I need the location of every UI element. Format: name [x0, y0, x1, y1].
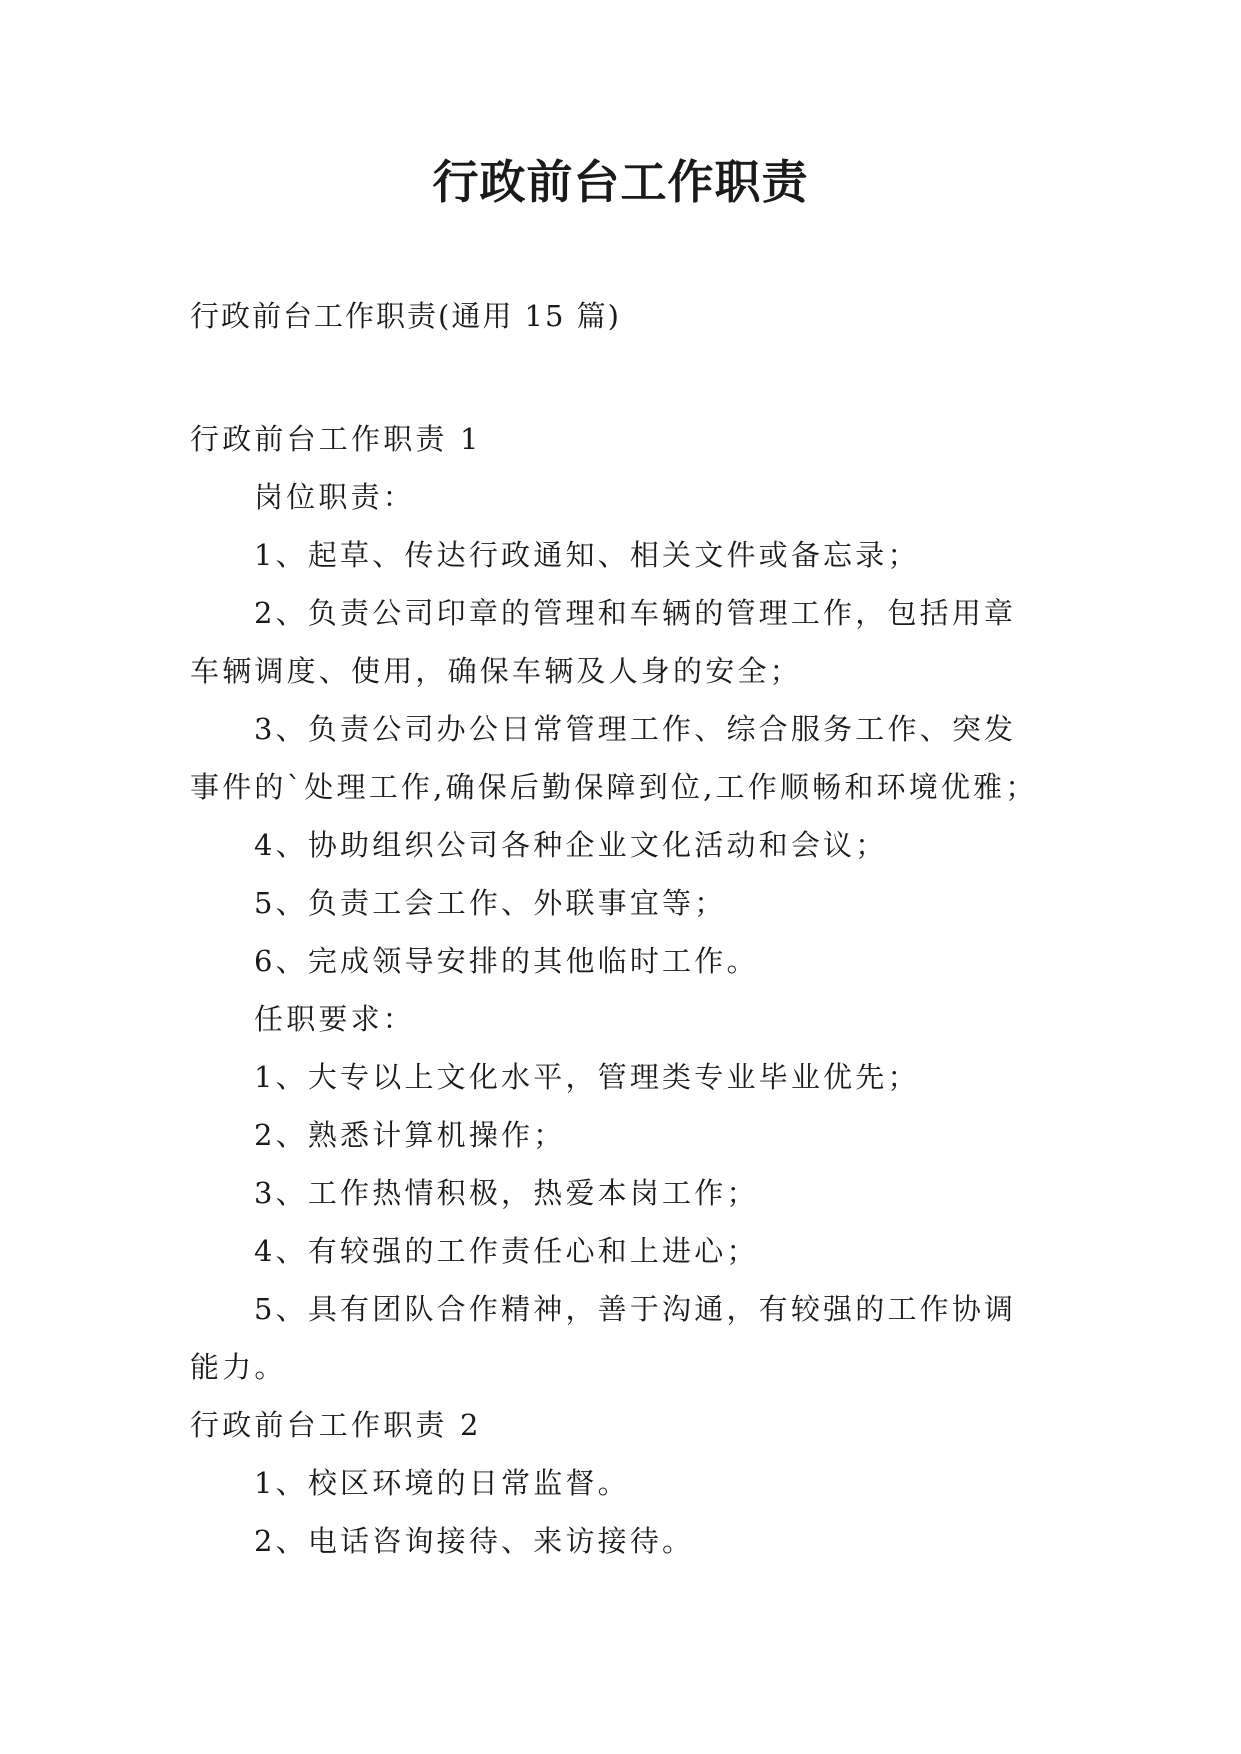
- body-line: 车辆调度、使用，确保车辆及人身的安全；: [190, 654, 802, 688]
- body-line: 1、起草、传达行政通知、相关文件或备忘录；: [254, 538, 920, 572]
- body-line: 岗位职责：: [254, 480, 416, 514]
- body-line: 1、大专以上文化水平，管理类专业毕业优先；: [254, 1060, 920, 1094]
- body-line: 任职要求：: [254, 1002, 416, 1036]
- body-line: 1、校区环境的日常监督。: [254, 1466, 630, 1500]
- document-title: 行政前台工作职责: [432, 155, 809, 209]
- body-line: 2、负责公司印章的管理和车辆的管理工作，包括用章: [254, 596, 1017, 630]
- document-body: [190, 410, 1060, 1570]
- body-line: 3、工作热情积极，热爱本岗工作；: [254, 1176, 759, 1210]
- body-line: 事件的`处理工作,确保后勤保障到位,工作顺畅和环境优雅；: [190, 770, 1038, 804]
- body-line: 2、熟悉计算机操作；: [254, 1118, 566, 1152]
- body-line: 2、电话咨询接待、来访接待。: [254, 1524, 695, 1558]
- body-line: 6、完成领导安排的其他临时工作。: [254, 944, 759, 978]
- body-line: 3、负责公司办公日常管理工作、综合服务工作、突发: [254, 712, 1017, 746]
- body-line: 4、协助组织公司各种企业文化活动和会议；: [254, 828, 888, 862]
- document-subtitle: 行政前台工作职责(通用 15 篇): [190, 299, 621, 333]
- body-line: 5、负责工会工作、外联事宜等；: [254, 886, 727, 920]
- body-line: 行政前台工作职责 2: [190, 1408, 482, 1442]
- body-line: 5、具有团队合作精神，善于沟通，有较强的工作协调: [254, 1292, 1017, 1326]
- body-line: 能力。: [190, 1350, 287, 1384]
- body-line: 行政前台工作职责 1: [190, 422, 482, 456]
- body-line: 4、有较强的工作责任心和上进心；: [254, 1234, 759, 1268]
